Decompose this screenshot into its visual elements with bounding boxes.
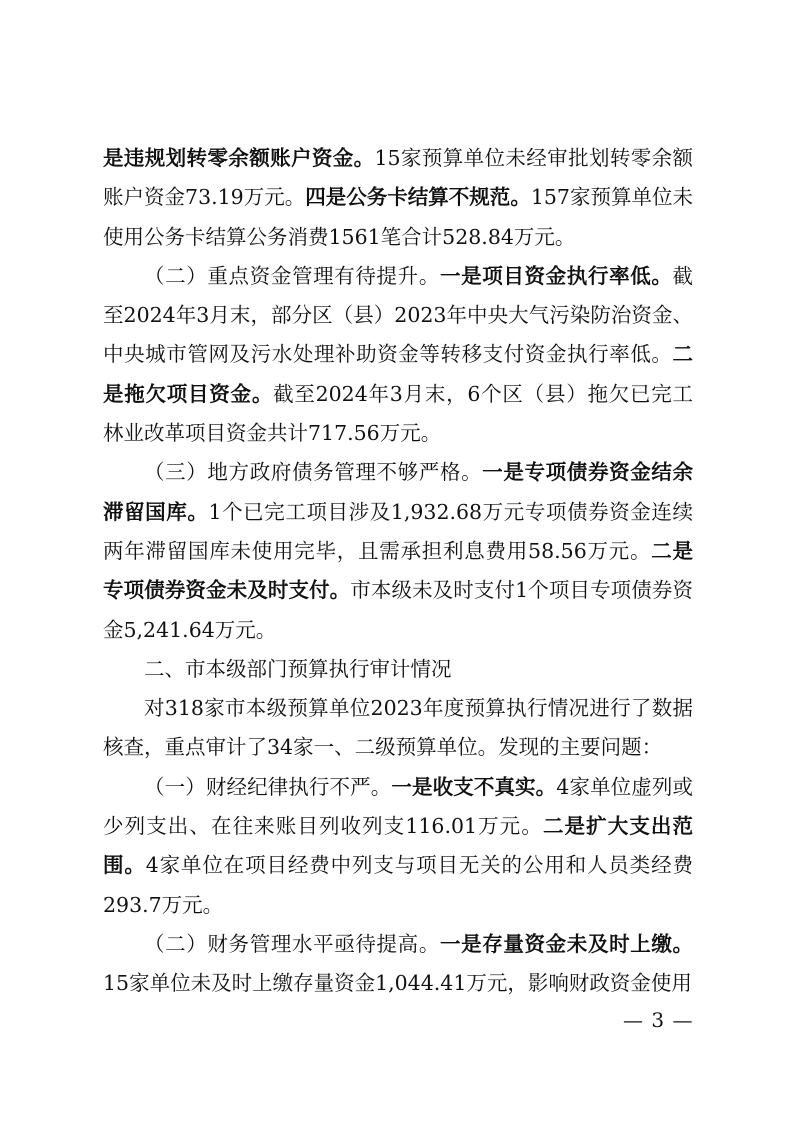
bold-run: 是违规划转零余额账户资金。 bbox=[103, 146, 375, 170]
text-run: （二）重点资金管理有待提升。 bbox=[144, 263, 440, 288]
text-run: 截至2024年3月末，6个区（县）拖欠已完工林业改革项目资金共计717.56万元。 bbox=[103, 381, 693, 446]
text-run: 截至2024年3月末，部分区（县）2023年中央大气污染防治资金、中央城市管网及污水处理补助资金等转移支付资金执行率低。 bbox=[103, 263, 694, 367]
text-run: 市本级未及时支付1个项目专项债券资金5,241.64万元。 bbox=[103, 578, 693, 642]
text-run: （三）地方政府债务管理不够严格。 bbox=[144, 460, 483, 485]
text-run: 4家单位虚列或少列支出、在往来账目列收列支116.01万元。 bbox=[103, 774, 694, 839]
paragraph-2 bbox=[103, 257, 693, 453]
document-body bbox=[103, 139, 693, 1004]
section-heading bbox=[103, 650, 693, 689]
text-run: 4家单位在项目经费中列支与项目无关的公用和人员类经费293.7万元。 bbox=[103, 853, 694, 917]
heading-text: 二、市本级部门预算执行审计情况 bbox=[144, 656, 452, 681]
text-run: 对318家市本级预算单位2023年度预算执行情况进行了数据核查，重点审计了34家一、二级预算单位。发现的主要问题： bbox=[103, 696, 693, 760]
paragraph-5 bbox=[103, 768, 693, 925]
paragraph-3 bbox=[103, 453, 693, 649]
paragraph-1 bbox=[103, 139, 693, 257]
paragraph-4 bbox=[103, 689, 693, 768]
text-run: 1个已完工项目涉及1,932.68万元专项债券资金连续两年滞留国库未使用完毕，且需承担利息费用58.56万元。 bbox=[103, 499, 693, 563]
text-run: （一）财经纪律执行不严。 bbox=[144, 774, 392, 799]
text-run: 157家预算单位未使用公务卡结算公务消费1561笔合计528.84万元。 bbox=[103, 185, 693, 249]
paragraph-6 bbox=[103, 925, 693, 1004]
bold-run: 二是扩大支出范围。 bbox=[103, 814, 694, 878]
bold-run: 一是专项债券资金结余滞留国库。 bbox=[103, 460, 694, 524]
bold-run: 二是拖欠项目资金。 bbox=[103, 342, 693, 406]
bold-run: 四是公务卡结算不规范。 bbox=[305, 185, 531, 210]
bold-run: 二是专项债券资金未及时支付。 bbox=[103, 538, 694, 603]
text-run: 15家预算单位未经审批划转零余额账户资金73.19万元。 bbox=[103, 146, 693, 210]
bold-run: 一是存量资金未及时上缴。 bbox=[439, 931, 694, 956]
text-run: （二）财务管理水平亟待提高。 bbox=[144, 931, 440, 956]
page-number: — 3 — bbox=[623, 1008, 694, 1032]
bold-run: 一是收支不真实。 bbox=[391, 774, 557, 799]
bold-run: 一是项目资金执行率低。 bbox=[439, 263, 673, 288]
text-run: 15家单位未及时上缴存量资金1,044.41万元，影响财政资金使用 bbox=[103, 971, 692, 996]
